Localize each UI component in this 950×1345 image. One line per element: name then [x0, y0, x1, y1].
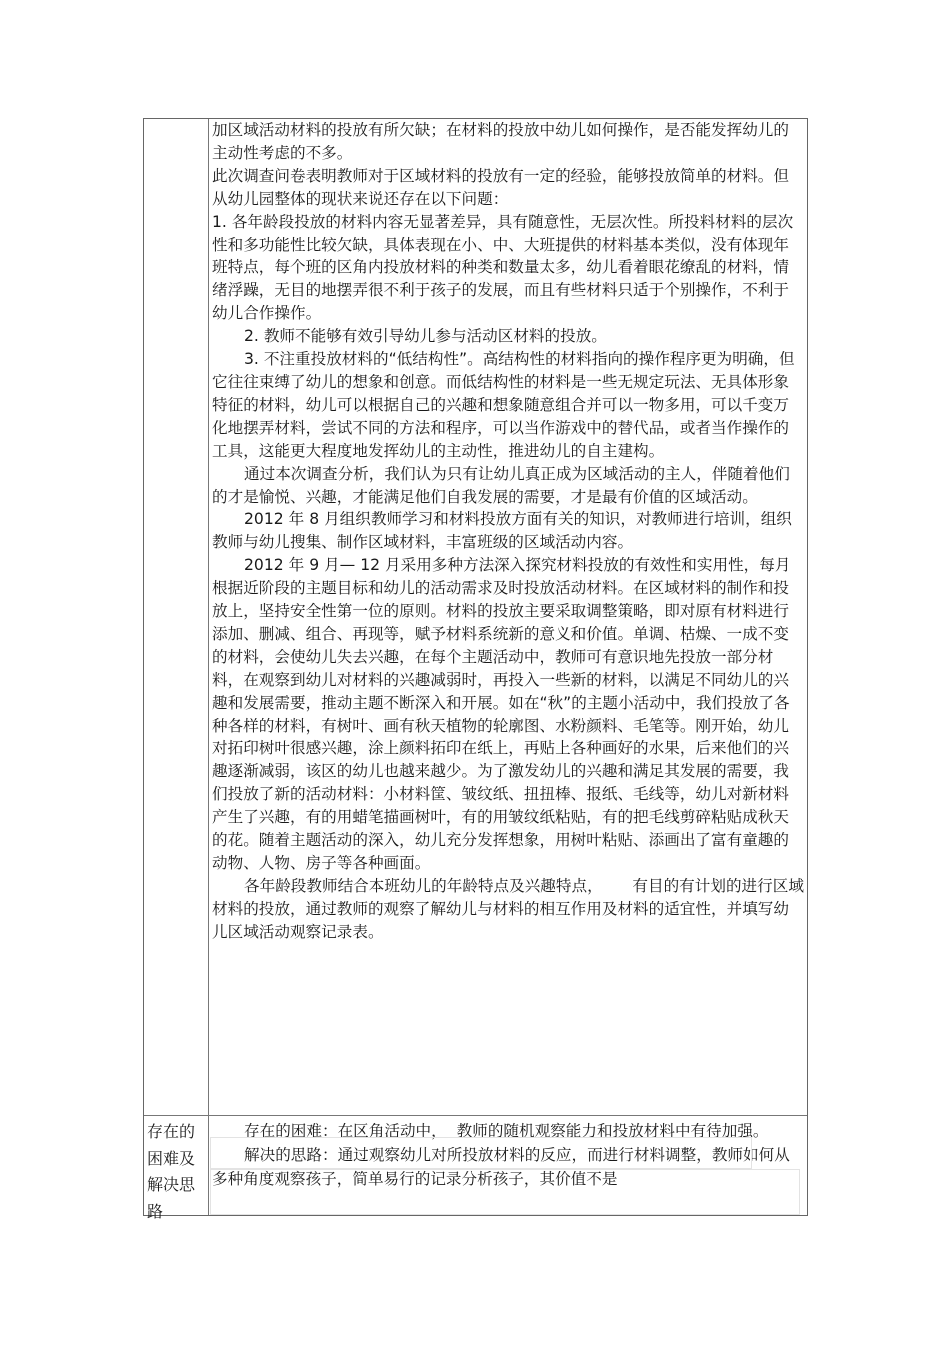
scan-artifact-box — [210, 1137, 752, 1169]
paragraph: 2. 教师不能够有效引导幼儿参与活动区材料的投放。 — [244, 327, 607, 346]
row-label: 存在的困难及解决思路 — [147, 1122, 196, 1221]
document-table — [143, 118, 808, 1221]
paragraph: 通过本次调查分析，我们认为只有让幼儿真正成为区域活动的主人，伴随着他们的才是愉悦、兴趣，才能满足他们自我发展的需要，才是最有价值的区域活动。 — [212, 464, 790, 506]
paragraph: 解决的思路：通过观察幼儿对所投放材料的反应，而进行材料调整，教师如何从多种角度观察孩子，简单易行的记录分析孩子，其价值不是 — [212, 1146, 790, 1188]
paragraph: 3. 不注重投放材料的“低结构性”。高结构性的材料指向的操作程序更为明确，但它往往束缚了幼儿的想象和创意。而低结构性的材料是一些无规定玩法、无具体形象特征的材料，幼儿可以根据自己的兴趣和想象随意组合并可以一物多用，可以千变万化地摆弄材料，尝试不同的方法和程序，可以当作游戏中的替代品，或者当作操作的工具，这能更大程度地发挥幼儿的主动性，推进幼儿的自主建构。 — [212, 350, 795, 460]
column-divider — [208, 119, 209, 1215]
paragraph: 2012 年 8 月组织教师学习和材料投放方面有关的知识，对教师进行培训，组织教师与幼儿搜集、制作区域材料，丰富班级的区域活动内容。 — [212, 510, 792, 552]
paragraph: 存在的困难：在区角活动中， 教师的随机观察能力和投放材料中有待加强。 — [244, 1122, 769, 1140]
upper-content-cell — [212, 119, 804, 944]
paragraph: 此次调查问卷表明教师对于区域材料的投放有一定的经验，能够投放简单的材料。但从幼儿园整体的现状来说还存在以下问题： — [212, 166, 789, 208]
row-divider — [144, 1115, 807, 1116]
paragraph: 加区域活动材料的投放有所欠缺；在材料的投放中幼儿如何操作，是否能发挥幼儿的主动性考虑的不多。 — [212, 121, 789, 162]
paragraph: 2012 年 9 月— 12 月采用多种方法深入探究材料投放的有效性和实用性，每月 根据近阶段的主题目标和幼儿的活动需求及时投放活动材料。在区域材料的制作和投放上，坚持安全性第一位的原则。材料的投放主要采取调整策略，即对原有材料进行添加、删减、组合、再现等，赋予材料系统新的意义和价值。单调、枯燥、一成不变的材料，会使幼儿失去兴趣，在每个主题活动中，教师可有意识地先投放一部分材料，在观察到幼儿对材料的兴趣减弱时，再投入一些新的材料，以满足不同幼儿的兴趣和发展需要，推动主题不断深入和开展。如在“秋”的主题小活动中，我们投放了各种各样的材料，有树叶、画有秋天植物的轮廓图、水粉颜料、毛笔等。刚开始，幼儿对拓印树叶很感兴趣，涂上颜料拓印在纸上，再贴上各种画好的水果，后来他们的兴趣逐渐减弱，该区的幼儿也越来越少。为了激发幼儿的兴趣和满足其发展的需要，我们投放了新的活动材料：小材料筐、皱纹纸、扭扭棒、报纸、毛线等，幼儿对新材料产生了兴趣，有的用蜡笔描画树叶，有的用皱纹纸粘贴，有的把毛线剪碎粘贴成秋天的花。随着主题活动的深入，幼儿充分发挥想象，用树叶粘贴、添画出了富有童趣的动物、人物、房子等各种画面。 — [212, 556, 796, 872]
scan-artifact-box — [210, 1169, 800, 1215]
paragraph: 1. 各年龄段投放的材料内容无显著差异，具有随意性，无层次性。所投料材料的层次性和多功能性比较欠缺，具体表现在小、中、大班提供的材料基本类似，没有体现年班特点，每个班的区角内投放材料的种类和数量太多，幼儿看着眼花缭乱的材料，情绪浮躁，无目的地摆弄很不利于孩子的发展，而且有些材料只适于个别操作，不利于幼儿合作操作。 — [212, 212, 794, 323]
paragraph: 各年龄段教师结合本班幼儿的年龄特点及兴趣特点， 有目的有计划的进行区域材料的投放，通过教师的观察了解幼儿与材料的相互作用及材料的适宜性，并填写幼儿区域活动观察记录表。 — [212, 876, 804, 941]
